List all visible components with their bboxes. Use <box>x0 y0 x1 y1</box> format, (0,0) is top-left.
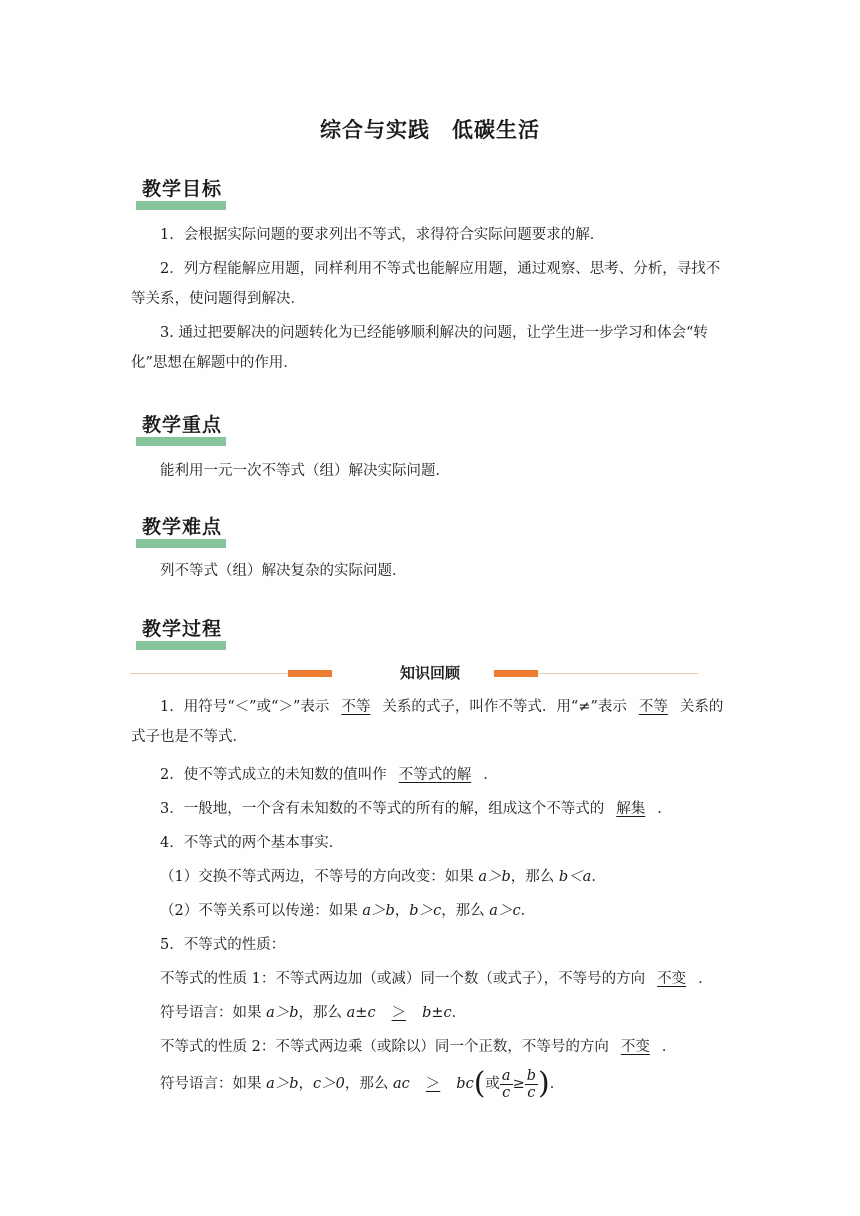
text: 2．使不等式成立的未知数的值叫作 <box>160 767 387 783</box>
answer-blank: 不变 <box>657 971 687 987</box>
basic-fact-2 <box>160 896 760 926</box>
math-expr: b＜a <box>558 869 592 885</box>
answer-blank: ＞ <box>425 1076 441 1092</box>
divider-accent-left <box>288 670 332 677</box>
text: ． <box>451 1005 467 1021</box>
heading-underline-bar <box>136 437 226 446</box>
page-title: 综合与实践 低碳生活 <box>320 118 540 142</box>
math-expr: ac <box>393 1076 410 1092</box>
text: ． <box>483 767 498 783</box>
fraction-numerator: a <box>501 1067 511 1084</box>
fraction-numerator: b <box>526 1067 537 1084</box>
math-expr: a＞b <box>266 1076 299 1092</box>
text: （2）不等关系可以传递：如果 <box>160 903 363 919</box>
math-expr: a＞c <box>489 903 521 919</box>
left-paren: ( <box>473 1066 486 1101</box>
text: 关系的式子也是不等式． <box>131 699 724 745</box>
difficulty-text: 列不等式（组）解决复杂的实际问题． <box>160 563 407 579</box>
review-item-5: 5．不等式的性质： <box>160 937 286 953</box>
answer-blank: 不等 <box>638 699 668 715</box>
section-heading-label: 教学过程 <box>142 618 223 640</box>
section-heading-label: 教学重点 <box>142 414 223 436</box>
property-1 <box>160 964 760 994</box>
objective-3: 3. 通过把要解决的问题转化为已经能够顺利解决的问题，让学生进一步学习和体会“转化”思想在解题中的作用． <box>131 325 708 371</box>
review-heading: 知识回顾 <box>399 664 460 682</box>
text: ， <box>394 903 410 919</box>
heading-underline-bar <box>136 539 226 548</box>
text: 符号语言：如果 <box>160 1005 267 1021</box>
key-point-text: 能利用一元一次不等式（组）解决实际问题． <box>160 463 450 479</box>
math-expr: a±c <box>346 1005 376 1021</box>
text: （1）交换不等式两边，不等号的方向改变：如果 <box>160 869 479 885</box>
text: 或 <box>485 1076 500 1092</box>
text: ． <box>520 903 536 919</box>
divider-accent-right <box>494 670 538 677</box>
divider-line-left <box>130 673 290 674</box>
heading-underline-bar <box>136 201 226 210</box>
comparison-symbol: ≥ <box>512 1076 525 1092</box>
answer-blank: ＞ <box>391 1005 407 1021</box>
text: ，那么 <box>298 1005 347 1021</box>
text: ． <box>657 801 672 817</box>
property-2 <box>160 1032 760 1062</box>
symbol-language-1 <box>160 998 760 1028</box>
section-heading-difficulties <box>136 514 228 548</box>
review-item-4: 4．不等式的两个基本事实． <box>160 835 344 851</box>
answer-blank: 不等式的解 <box>398 767 472 783</box>
answer-blank: 不变 <box>620 1039 650 1055</box>
text: ，那么 <box>344 1076 394 1092</box>
text: ． <box>661 1039 677 1055</box>
text: ，那么 <box>510 869 559 885</box>
section-heading-objectives <box>136 176 228 210</box>
answer-blank: 解集 <box>616 801 646 817</box>
text: 1．用符号“＜”或“＞”表示 <box>160 699 330 715</box>
text: ． <box>549 1076 565 1092</box>
section-heading-process <box>136 616 228 650</box>
math-expr: a＞b <box>266 1005 299 1021</box>
basic-fact-1 <box>160 862 760 892</box>
fraction-denominator: c <box>527 1084 536 1101</box>
answer-blank: 不等 <box>341 699 371 715</box>
math-expr: c＞0 <box>313 1076 345 1092</box>
objective-2: 2．列方程能解应用题，同样利用不等式也能解应用题，通过观察、思考、分析，寻找不等关系，使问题得到解决． <box>131 261 721 307</box>
text: ， <box>298 1076 314 1092</box>
section-heading-label: 教学难点 <box>142 516 223 538</box>
math-expr: b±c <box>422 1005 452 1021</box>
symbol-language-2 <box>160 1064 760 1104</box>
section-heading-key-points <box>136 412 228 446</box>
right-paren: ) <box>538 1066 550 1101</box>
review-item-2 <box>131 760 731 790</box>
fraction-b-over-c <box>525 1068 538 1101</box>
text: 不等式的性质 2：不等式两边乘（或除以）同一个正数，不等号的方向 <box>160 1039 609 1055</box>
fraction-a-over-c <box>500 1068 513 1101</box>
math-expr: b＞c <box>409 903 442 919</box>
text: ，那么 <box>441 903 490 919</box>
text: ． <box>591 869 606 885</box>
text: 不等式的性质 1：不等式两边加（或减）同一个数（或式子），不等号的方向 <box>160 971 646 987</box>
review-item-1 <box>131 692 731 752</box>
fraction-denominator: c <box>502 1084 511 1101</box>
math-expr: a＞b <box>478 869 511 885</box>
math-expr: a＞b <box>362 903 395 919</box>
text: 3．一般地，一个含有未知数的不等式的所有的解，组成这个不等式的 <box>160 801 605 817</box>
divider-line-right <box>538 673 698 674</box>
text: 关系的式子，叫作不等式．用“≠”表示 <box>382 699 627 715</box>
text: ． <box>698 971 713 987</box>
heading-underline-bar <box>136 641 226 650</box>
objective-1: 1．会根据实际问题的要求列出不等式，求得符合实际问题要求的解． <box>160 227 605 243</box>
math-expr: bc <box>456 1076 474 1092</box>
review-item-3 <box>131 794 731 824</box>
text: 符号语言：如果 <box>160 1076 267 1092</box>
section-heading-label: 教学目标 <box>142 178 223 200</box>
